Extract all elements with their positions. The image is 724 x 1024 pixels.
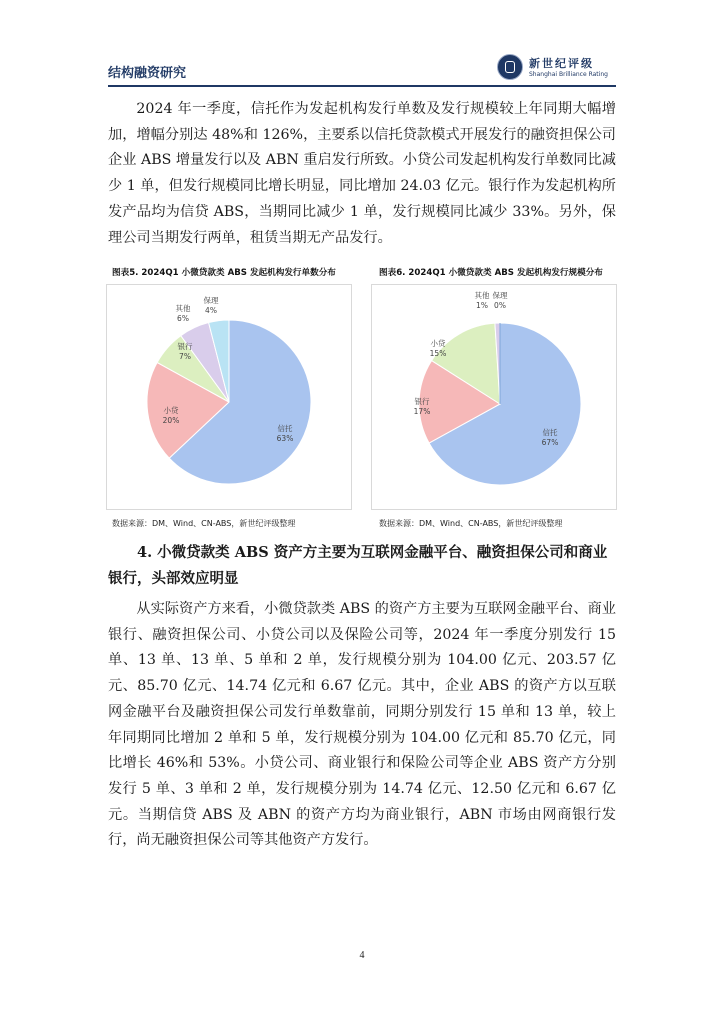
pie-percent-label: 4% [205,306,217,315]
figure6-caption: 图表6. 2024Q1 小微贷款类 ABS 发起机构发行规模分布 [379,268,603,278]
pie-percent-label: 20% [162,416,180,425]
pie-percent-label: 1% [476,301,488,310]
pie-category-label: 银行 [414,397,430,406]
pie-chart-issuance-scale [372,285,618,511]
pie-chart-issuance-count [107,285,353,511]
figure6-source: 数据来源：DM、Wind、CN-ABS，新世纪评级整理 [379,519,563,528]
pie-category-label: 信托 [277,424,293,433]
pie-category-label: 银行 [177,342,193,351]
pie-category-label: 信托 [542,428,558,437]
logo-chinese-name: 新世纪评级 [529,57,594,70]
figure5-chart [106,284,352,510]
pie-percent-label: 67% [541,438,559,447]
logo-emblem-icon [497,54,523,80]
report-header-title: 结构融资研究 [108,66,187,81]
pie-percent-label: 0% [494,301,506,310]
body-paragraph-1: 2024 年一季度，信托作为发起机构发行单数及发行规模较上年同期大幅增加，增幅分别达 48%和 126%，主要系以信托贷款模式开展发行的融资担保公司企业 ABS 增量发行以及 ABN 重启发行所致。小贷公司发起机构发行单数同比减少 1 单，但发行规模同比增长明显，同比增加 24.03 亿元。银行作为发起机构所发产品均为信贷 ABS，当期同比减少 1 单，发行规模同比减少 33%。另外，保理公司当期发行两单，租赁当期无产品发行。 [108,101,616,246]
body-paragraph-2: 从实际资产方来看，小微贷款类 ABS 的资产方主要为互联网金融平台、商业银行、融资担保公司、小贷公司以及保险公司等，2024 年一季度分别发行 15 单、13 单、13 单、5 单和 2 单，发行规模分别为 104.00 亿元、203.57 亿元、85.70 亿元、14.74 亿元和 6.67 亿元。其中，企业 ABS 的资产方以互联网金融平台及融资担保公司发行单数靠前，同期分别发行 15 单和 13 单，较上年同期同比增加 2 单和 5 单，发行规模分别为 104.00 亿元和 85.70 亿元，同比增长 46%和 53%。小贷公司、商业银行和保险公司等企业 ABS 资产方分别发行 5 单、3 单和 2 单，发行规模分别为 14.74 亿元、12.50 亿元和 6.67 亿元。当期信贷 ABS 及 ABN 的资产方均为商业银行，ABN 市场由网商银行发行，尚无融资担保公司等其他资产方发行。 [108,601,616,849]
brand-logo [497,54,619,82]
pie-percent-label: 17% [413,407,431,416]
page-number: 4 [359,950,365,961]
logo-english-name: Shanghai Brilliance Rating [529,71,608,78]
figure6-chart [371,284,617,510]
pie-percent-label: 7% [179,352,191,361]
section-heading: 4. 小微贷款类 ABS 资产方主要为互联网金融平台、融资担保公司和商业银行，头部效应明显 [108,544,608,587]
pie-category-label: 小贷 [430,339,446,348]
header-divider [108,85,616,87]
figure5-caption: 图表5. 2024Q1 小微贷款类 ABS 发起机构发行单数分布 [112,268,336,278]
pie-category-label: 小贷 [163,406,179,415]
pie-percent-label: 63% [276,434,294,443]
pie-percent-label: 6% [177,314,189,323]
pie-category-label: 保理 [492,291,508,300]
pie-percent-label: 15% [429,349,447,358]
pie-category-label: 其他 [474,291,490,300]
pie-category-label: 其他 [175,304,191,313]
pie-category-label: 保理 [203,296,219,305]
figure5-source: 数据来源：DM、Wind、CN-ABS，新世纪评级整理 [112,519,296,528]
